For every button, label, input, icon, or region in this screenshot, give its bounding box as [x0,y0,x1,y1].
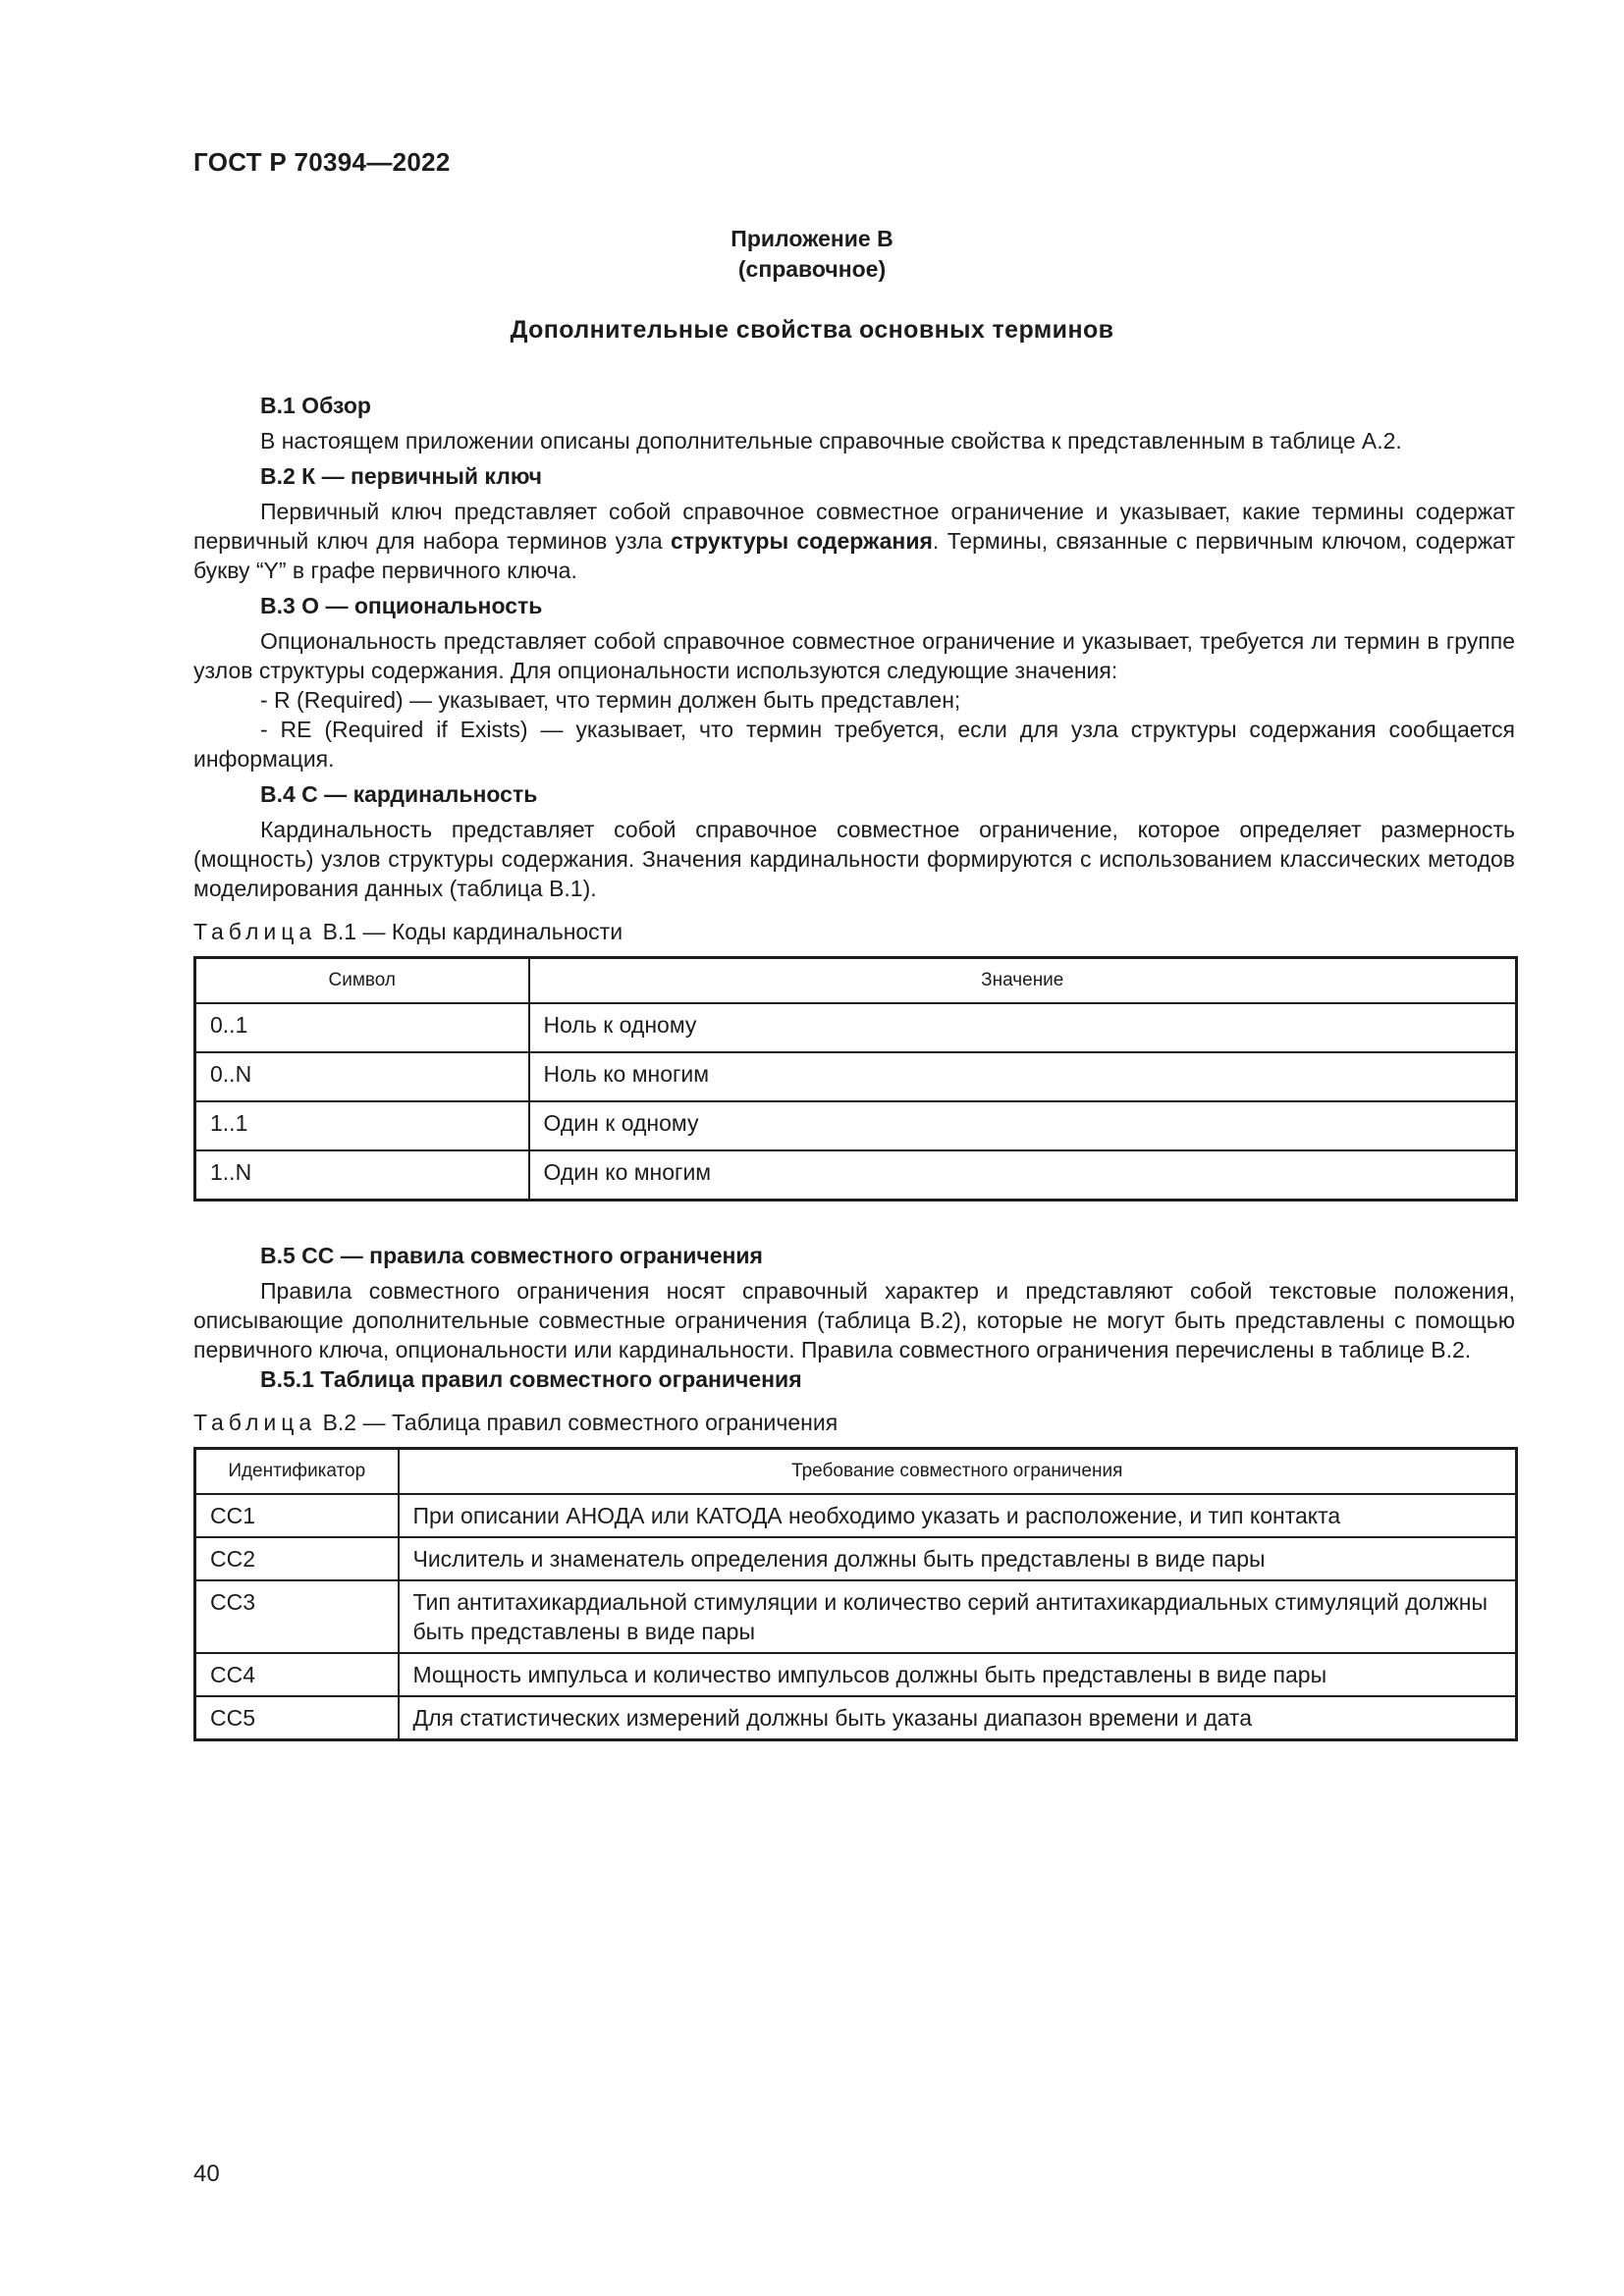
appendix-type: (справочное) [737,256,887,282]
section-text-b2-part2: . Термины, связанные с первичным ключом, содержат букву “Y” в графе первичного ключа. [193,528,1515,583]
list-item-required-if-exists: - RE (Required if Exists) — указывает, что термин требуется, если для узла структуры содержания сообщается информация. [193,717,1515,772]
section-heading-b4: В.4 С — кардинальность [260,781,538,807]
page-number: 40 [193,2161,220,2187]
constraint-rules-table [193,1447,1518,1741]
table-row [195,1537,1517,1580]
cell-requirement: Мощность импульса и количество импульсов должны быть представлены в виде пары [399,1653,1517,1696]
table2-caption-word: Таблица [193,1410,317,1435]
table1-col-symbol: Символ [195,958,529,1004]
table-row [195,1003,1517,1052]
cell-id: CC1 [195,1494,399,1537]
table-header-row [195,958,1517,1004]
standard-code: ГОСТ Р 70394—2022 [193,147,451,177]
cell-id: CC5 [195,1696,399,1740]
cell-id: CC4 [195,1653,399,1696]
section-text-b2-bold: структуры содержания [670,528,933,554]
cell-requirement: При описании АНОДА или КАТОДА необходимо указать и расположение, и тип контакта [399,1494,1517,1537]
cell-symbol: 1..N [195,1150,529,1201]
section-text-b3: Опциональность представляет собой справочное совместное ограничение и указывает, требуется ли термин в группе узлов структуры содержания. Для опциональности используются следующие значения: [193,628,1515,683]
section-heading-b2: В.2 К — первичный ключ [260,463,542,489]
table-row [195,1101,1517,1150]
appendix-title: Дополнительные свойства основных терминов [510,316,1114,344]
table1-caption-word: Таблица [193,919,317,944]
table2-caption [193,1408,1515,1437]
cell-requirement: Тип антитахикардиальной стимуляции и количество серий антитахикардиальных стимуляций должны быть представлены в виде пары [399,1580,1517,1653]
section-heading-b5: В.5 СС — правила совместного ограничения [260,1243,763,1268]
cell-requirement: Для статистических измерений должны быть указаны диапазон времени и дата [399,1696,1517,1740]
cell-meaning: Один ко многим [529,1150,1517,1201]
cell-id: CC3 [195,1580,399,1653]
cell-symbol: 1..1 [195,1101,529,1150]
table-header-row [195,1449,1517,1495]
appendix-label [0,224,1624,285]
appendix-number: Приложение В [731,226,893,251]
table1-col-meaning: Значение [529,958,1517,1004]
table-row [195,1696,1517,1740]
table-row [195,1580,1517,1653]
section-heading-b3: В.3 О — опциональность [260,593,543,618]
cell-symbol: 0..N [195,1052,529,1101]
table1-caption [193,917,1515,946]
section-text-b2-part1: Первичный ключ представляет собой справочное совместное ограничение и указывает, какие термины содержат первичный ключ для набора терминов узла [193,499,1515,554]
table-row [195,1494,1517,1537]
table1-caption-title: В.1 — Коды кардинальности [316,919,623,944]
cardinality-table [193,956,1518,1201]
table2-col-id: Идентификатор [195,1449,399,1495]
table-row [195,1653,1517,1696]
list-item-required: - R (Required) — указывает, что термин должен быть представлен; [260,687,961,713]
section-text-b5: Правила совместного ограничения носят справочный характер и представляют собой текстовые положения, описывающие дополнительные совместные ограничения (таблица В.2), которые не могут быть представлены с помощью первичного ключа, опциональности или кардинальности. Правила совместного ограничения перечислены в таблице В.2. [193,1278,1515,1362]
section-heading-b51: В.5.1 Таблица правил совместного ограничения [260,1366,802,1392]
table-row [195,1150,1517,1201]
cell-symbol: 0..1 [195,1003,529,1052]
document-body [193,391,1515,1741]
cell-id: CC2 [195,1537,399,1580]
cell-meaning: Ноль ко многим [529,1052,1517,1101]
cell-meaning: Один к одному [529,1101,1517,1150]
table2-caption-title: В.2 — Таблица правил совместного ограничения [316,1410,839,1435]
table-row [195,1052,1517,1101]
cell-meaning: Ноль к одному [529,1003,1517,1052]
table2-col-requirement: Требование совместного ограничения [399,1449,1517,1495]
section-text-b1: В настоящем приложении описаны дополнительные справочные свойства к представленным в таблице А.2. [260,428,1402,454]
section-heading-b1: В.1 Обзор [260,393,371,418]
cell-requirement: Числитель и знаменатель определения должны быть представлены в виде пары [399,1537,1517,1580]
section-text-b4: Кардинальность представляет собой справочное совместное ограничение, которое определяет размерность (мощность) узлов структуры содержания. Значения кардинальности формируются с использованием классических методов моделирования данных (таблица В.1). [193,817,1515,901]
section-text-b2 [193,497,1515,585]
